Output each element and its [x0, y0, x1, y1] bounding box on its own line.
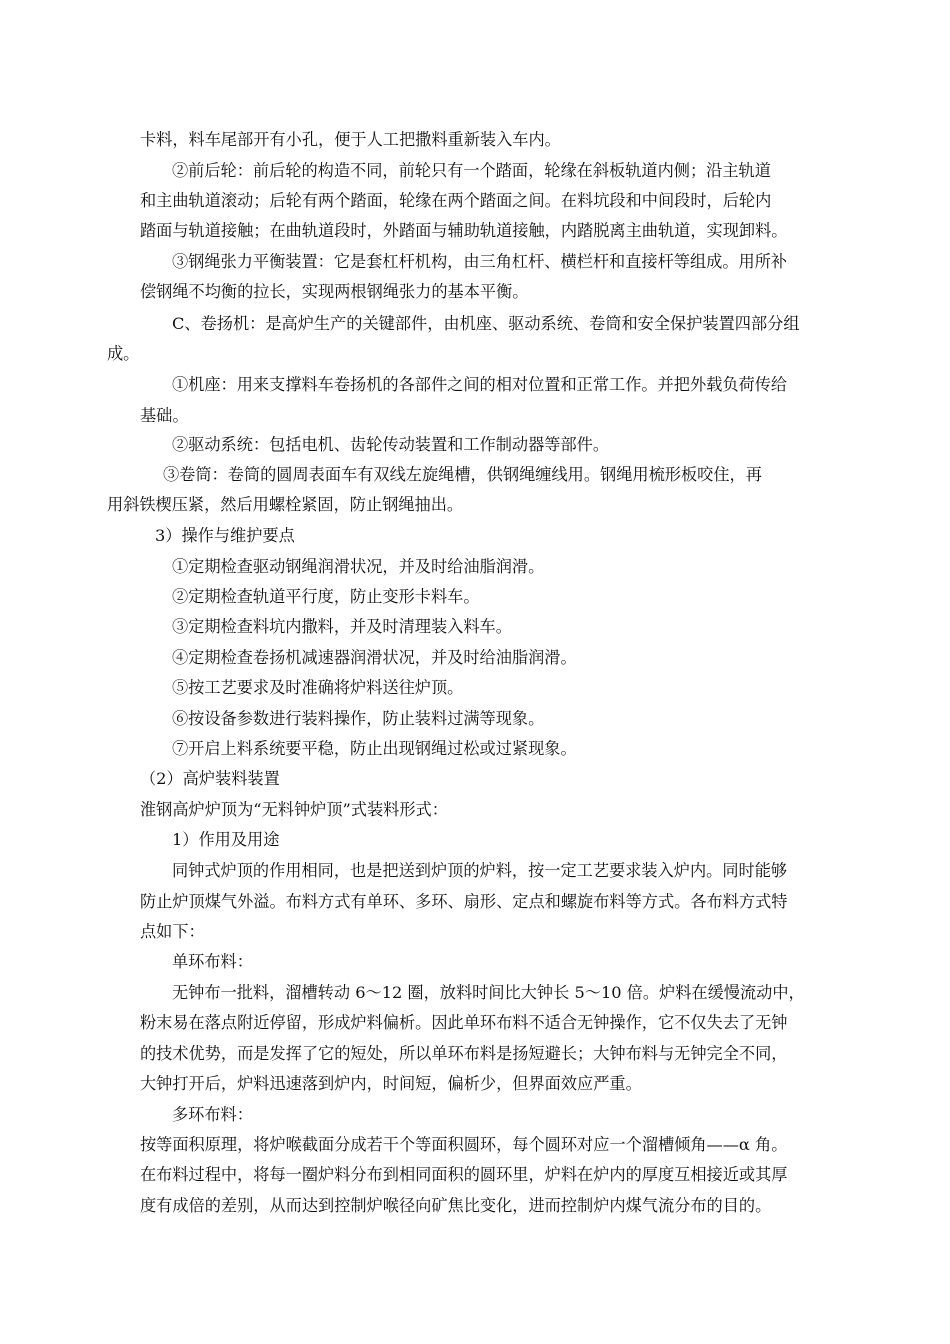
subheading: 多环布料：: [172, 1105, 253, 1124]
text-line: ②前后轮：前后轮的构造不同，前轮只有一个踏面，轮缘在斜板轨道内侧；沿主轨道: [172, 161, 771, 180]
text-line: 点如下：: [140, 922, 205, 941]
text-line: 踏面与轨道接触；在曲轨道段时，外踏面与辅助轨道接触，内踏脱离主曲轨道，实现卸料。: [140, 221, 788, 240]
list-item: ⑥按设备参数进行装料操作，防止装料过满等现象。: [172, 709, 545, 728]
text-line: 防止炉顶煤气外溢。布料方式有单环、多环、扇形、定点和螺旋布料等方式。各布料方式特: [140, 892, 788, 911]
section-heading: （2）高炉装料装置: [140, 769, 280, 788]
list-item: ②定期检查轨道平行度，防止变形卡料车。: [172, 587, 480, 606]
text-line: 在布料过程中，将每一圈炉料分布到相同面积的圆环里，炉料在炉内的厚度互相接近或其厚: [140, 1165, 788, 1184]
text-line: 用斜铁楔压紧，然后用螺栓紧固，防止钢绳抽出。: [107, 495, 464, 514]
list-item: ⑤按工艺要求及时准确将炉料送往炉顶。: [172, 678, 464, 697]
text-line: 成。: [107, 344, 140, 363]
text-line: C、卷扬机：是高炉生产的关键部件，由机座、驱动系统、卷筒和安全保护装置四部分组: [172, 314, 800, 333]
text-line: 卡料，料车尾部开有小孔，便于人工把撒料重新装入车内。: [140, 130, 561, 149]
text-line: 按等面积原理，将炉喉截面分成若干个等面积圆环，每个圆环对应一个溜槽倾角——α 角。: [140, 1135, 788, 1154]
text-line: 偿钢绳不均衡的拉长，实现两根钢绳张力的基本平衡。: [140, 282, 529, 301]
text-line: ③钢绳张力平衡装置：它是套杠杆机构，由三角杠杆、横栏杆和直接杆等组成。用所补: [172, 252, 788, 271]
text-line: 度有成倍的差别，从而达到控制炉喉径向矿焦比变化，进而控制炉内煤气流分布的目的。: [140, 1196, 772, 1215]
list-item: ③定期检查料坑内撒料，并及时清理装入料车。: [172, 617, 512, 636]
section-heading: 3）操作与维护要点: [155, 526, 295, 545]
subheading: 单环布料：: [172, 952, 253, 971]
text-line: ③卷筒：卷筒的圆周表面车有双线左旋绳槽，供钢绳缠线用。钢绳用梳形板咬住，再: [163, 465, 762, 484]
text-line: ①机座：用来支撑料车卷扬机的各部件之间的相对位置和正常工作。并把外载负荷传给: [172, 375, 788, 394]
text-line: ②驱动系统：包括电机、齿轮传动装置和工作制动器等部件。: [172, 435, 610, 454]
text-line: 的技术优势，而是发挥了它的短处，所以单环布料是扬短避长；大钟布料与无钟完全不同，: [140, 1044, 788, 1063]
text-line: 同钟式炉顶的作用相同，也是把送到炉顶的炉料，按一定工艺要求装入炉内。同时能够: [172, 861, 788, 880]
text-line: 无钟布一批料，溜槽转动 6～12 圈，放料时间比大钟长 5～10 倍。炉料在缓慢流动中，: [172, 983, 805, 1002]
text-line: 大钟打开后，炉料迅速落到炉内，时间短，偏析少，但界面效应严重。: [140, 1074, 642, 1093]
text-line: 淮钢高炉炉顶为“无料钟炉顶”式装料形式：: [140, 800, 448, 819]
text-line: 粉末易在落点附近停留，形成炉料偏析。因此单环布料不适合无钟操作，它不仅失去了无钟: [140, 1013, 788, 1032]
list-item: ①定期检查驱动钢绳润滑状况，并及时给油脂润滑。: [172, 557, 545, 576]
list-item: ④定期检查卷扬机减速器润滑状况，并及时给油脂润滑。: [172, 648, 577, 667]
list-item: ⑦开启上料系统要平稳，防止出现钢绳过松或过紧现象。: [172, 739, 577, 758]
text-line: 基础。: [140, 406, 189, 425]
section-heading: 1）作用及用途: [172, 830, 280, 849]
text-line: 和主曲轨道滚动；后轮有两个踏面，轮缘在两个踏面之间。在料坑段和中间段时，后轮内: [140, 191, 772, 210]
